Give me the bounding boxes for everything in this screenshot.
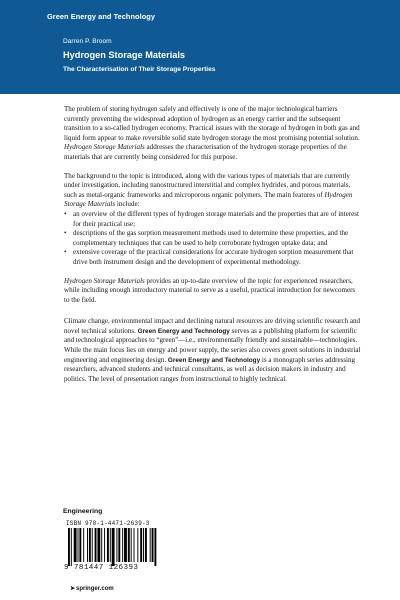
book-title: Hydrogen Storage Materials xyxy=(63,50,186,60)
publisher-link[interactable] xyxy=(70,585,114,592)
barcode-bar xyxy=(71,528,72,566)
blurb-p3-title-ref: Hydrogen Storage Materials xyxy=(64,276,145,285)
isbn-text: ISBN 978-1-4471-2639-3 xyxy=(66,520,150,527)
book-subtitle: The Characterisation of Their Storage Properties xyxy=(63,66,216,73)
blurb-p3-text: provides an up-to-date overview of the topic for experienced researchers, while including enough introductory material to serve as a useful, practical introduction for newcomers to the field. xyxy=(64,276,356,304)
blurb-paragraph-1 xyxy=(64,105,362,163)
barcode-bar xyxy=(116,528,117,562)
blurb-p1-title-ref: Hydrogen Storage Materials xyxy=(64,143,145,152)
barcode-bar xyxy=(152,528,154,562)
blurb-p2-title-ref: Hydrogen Storage Materials xyxy=(64,190,353,209)
series-desc-text-3: is a monograph series addressing researchers, advanced students and technical consultants, as well as decision makers in industry and politics. The level of presentation ranges from instructional to highly technical. xyxy=(64,355,356,383)
arrow-icon: ➤ xyxy=(70,586,76,592)
barcode-bar xyxy=(74,528,77,562)
barcode xyxy=(63,519,175,583)
barcode-bar xyxy=(83,528,84,562)
barcode-bar xyxy=(101,528,102,562)
barcode-bar xyxy=(128,528,130,562)
barcode-bars xyxy=(66,528,170,566)
series-name: Green Energy and Technology xyxy=(47,12,155,21)
subject-category: Engineering xyxy=(63,508,103,515)
blurb-p1-end: addresses the characterisation of the hydrogen storage properties of the materials that are currently being considered for this purpose. xyxy=(64,143,347,161)
blurb-paragraph-2 xyxy=(64,172,362,210)
barcode-bar xyxy=(137,528,138,562)
blurb-p2-text: The background to the topic is introduced, along with the various types of materials that are currently under investigation, including nanostructured interstitial and complex hydrides, and porous materials, such as metal-organic frameworks and microporous organic polymers. The main features of xyxy=(64,171,351,199)
barcode-bar xyxy=(78,528,79,562)
barcode-digits: 9 781447 126393 xyxy=(64,564,139,572)
barcode-bar xyxy=(145,528,147,562)
publisher-url-text: springer.com xyxy=(76,586,114,592)
header-band xyxy=(0,0,400,94)
barcode-bar xyxy=(118,528,120,562)
series-description xyxy=(64,317,362,384)
series-desc-name-1: Green Energy and Technology xyxy=(137,327,230,335)
barcode-bar xyxy=(110,528,111,562)
barcode-bar xyxy=(150,528,151,562)
barcode-bar xyxy=(154,528,156,566)
blurb-p1-text: The problem of storing hydrogen safely and effectively is one of the major technological barriers currently preventing the widespread adoption of hydrogen as an energy carrier and the subsequent transition to a so-called hydrogen economy. Practical issues with the storage of hydrogen in both gas and liquid form appear to make reversible solid state hydrogen storage the most promising potential solution. xyxy=(64,105,360,142)
blurb xyxy=(64,105,362,393)
feature-item: • an overview of the different types of hydrogen storage materials and the properties that are of interest for their practical use; xyxy=(64,210,362,229)
blurb-p2-end: include: xyxy=(116,200,140,209)
series-desc-text-2: serves as a publishing platform for scientific and technological approaches to “green”—i.e., environmentally friendly and sustainable—technologies. While the main focus lies on energy and power supply, the series also covers green solutions in industrial engineering and engineering design. xyxy=(64,326,361,364)
barcode-bar xyxy=(140,528,142,562)
barcode-bar xyxy=(122,528,123,562)
series-desc-text-1: Climate change, environmental impact and declining natural resources are driving scientific research and novel technical solutions. xyxy=(64,317,361,335)
barcode-bar xyxy=(95,528,97,562)
series-desc-name-2: Green Energy and Technology xyxy=(167,356,261,364)
barcode-bar xyxy=(124,528,127,562)
barcode-bar xyxy=(87,528,88,562)
barcode-bar xyxy=(134,528,135,562)
barcode-bar xyxy=(92,528,93,562)
barcode-bar xyxy=(89,528,91,562)
barcode-bar xyxy=(79,528,81,562)
feature-item: • descriptions of the gas sorption measurement methods used to determine these properties, and the complementary techniques that can be used to help corroborate hydrogen uptake data; and xyxy=(64,229,362,248)
blurb-paragraph-3 xyxy=(64,277,362,306)
barcode-bar xyxy=(107,528,109,562)
barcode-bar xyxy=(104,528,105,562)
feature-list xyxy=(64,210,362,268)
barcode-bar xyxy=(143,528,144,562)
barcode-bar xyxy=(68,528,70,566)
barcode-bar xyxy=(112,528,115,566)
feature-item: • extensive coverage of the practical considerations for accurate hydrogen sorption measurement that drive both instrument design and the development of experimental methodology. xyxy=(64,248,362,267)
barcode-bar xyxy=(97,528,100,562)
author-name: Darren P. Broom xyxy=(63,38,112,45)
barcode-bar xyxy=(131,528,132,562)
